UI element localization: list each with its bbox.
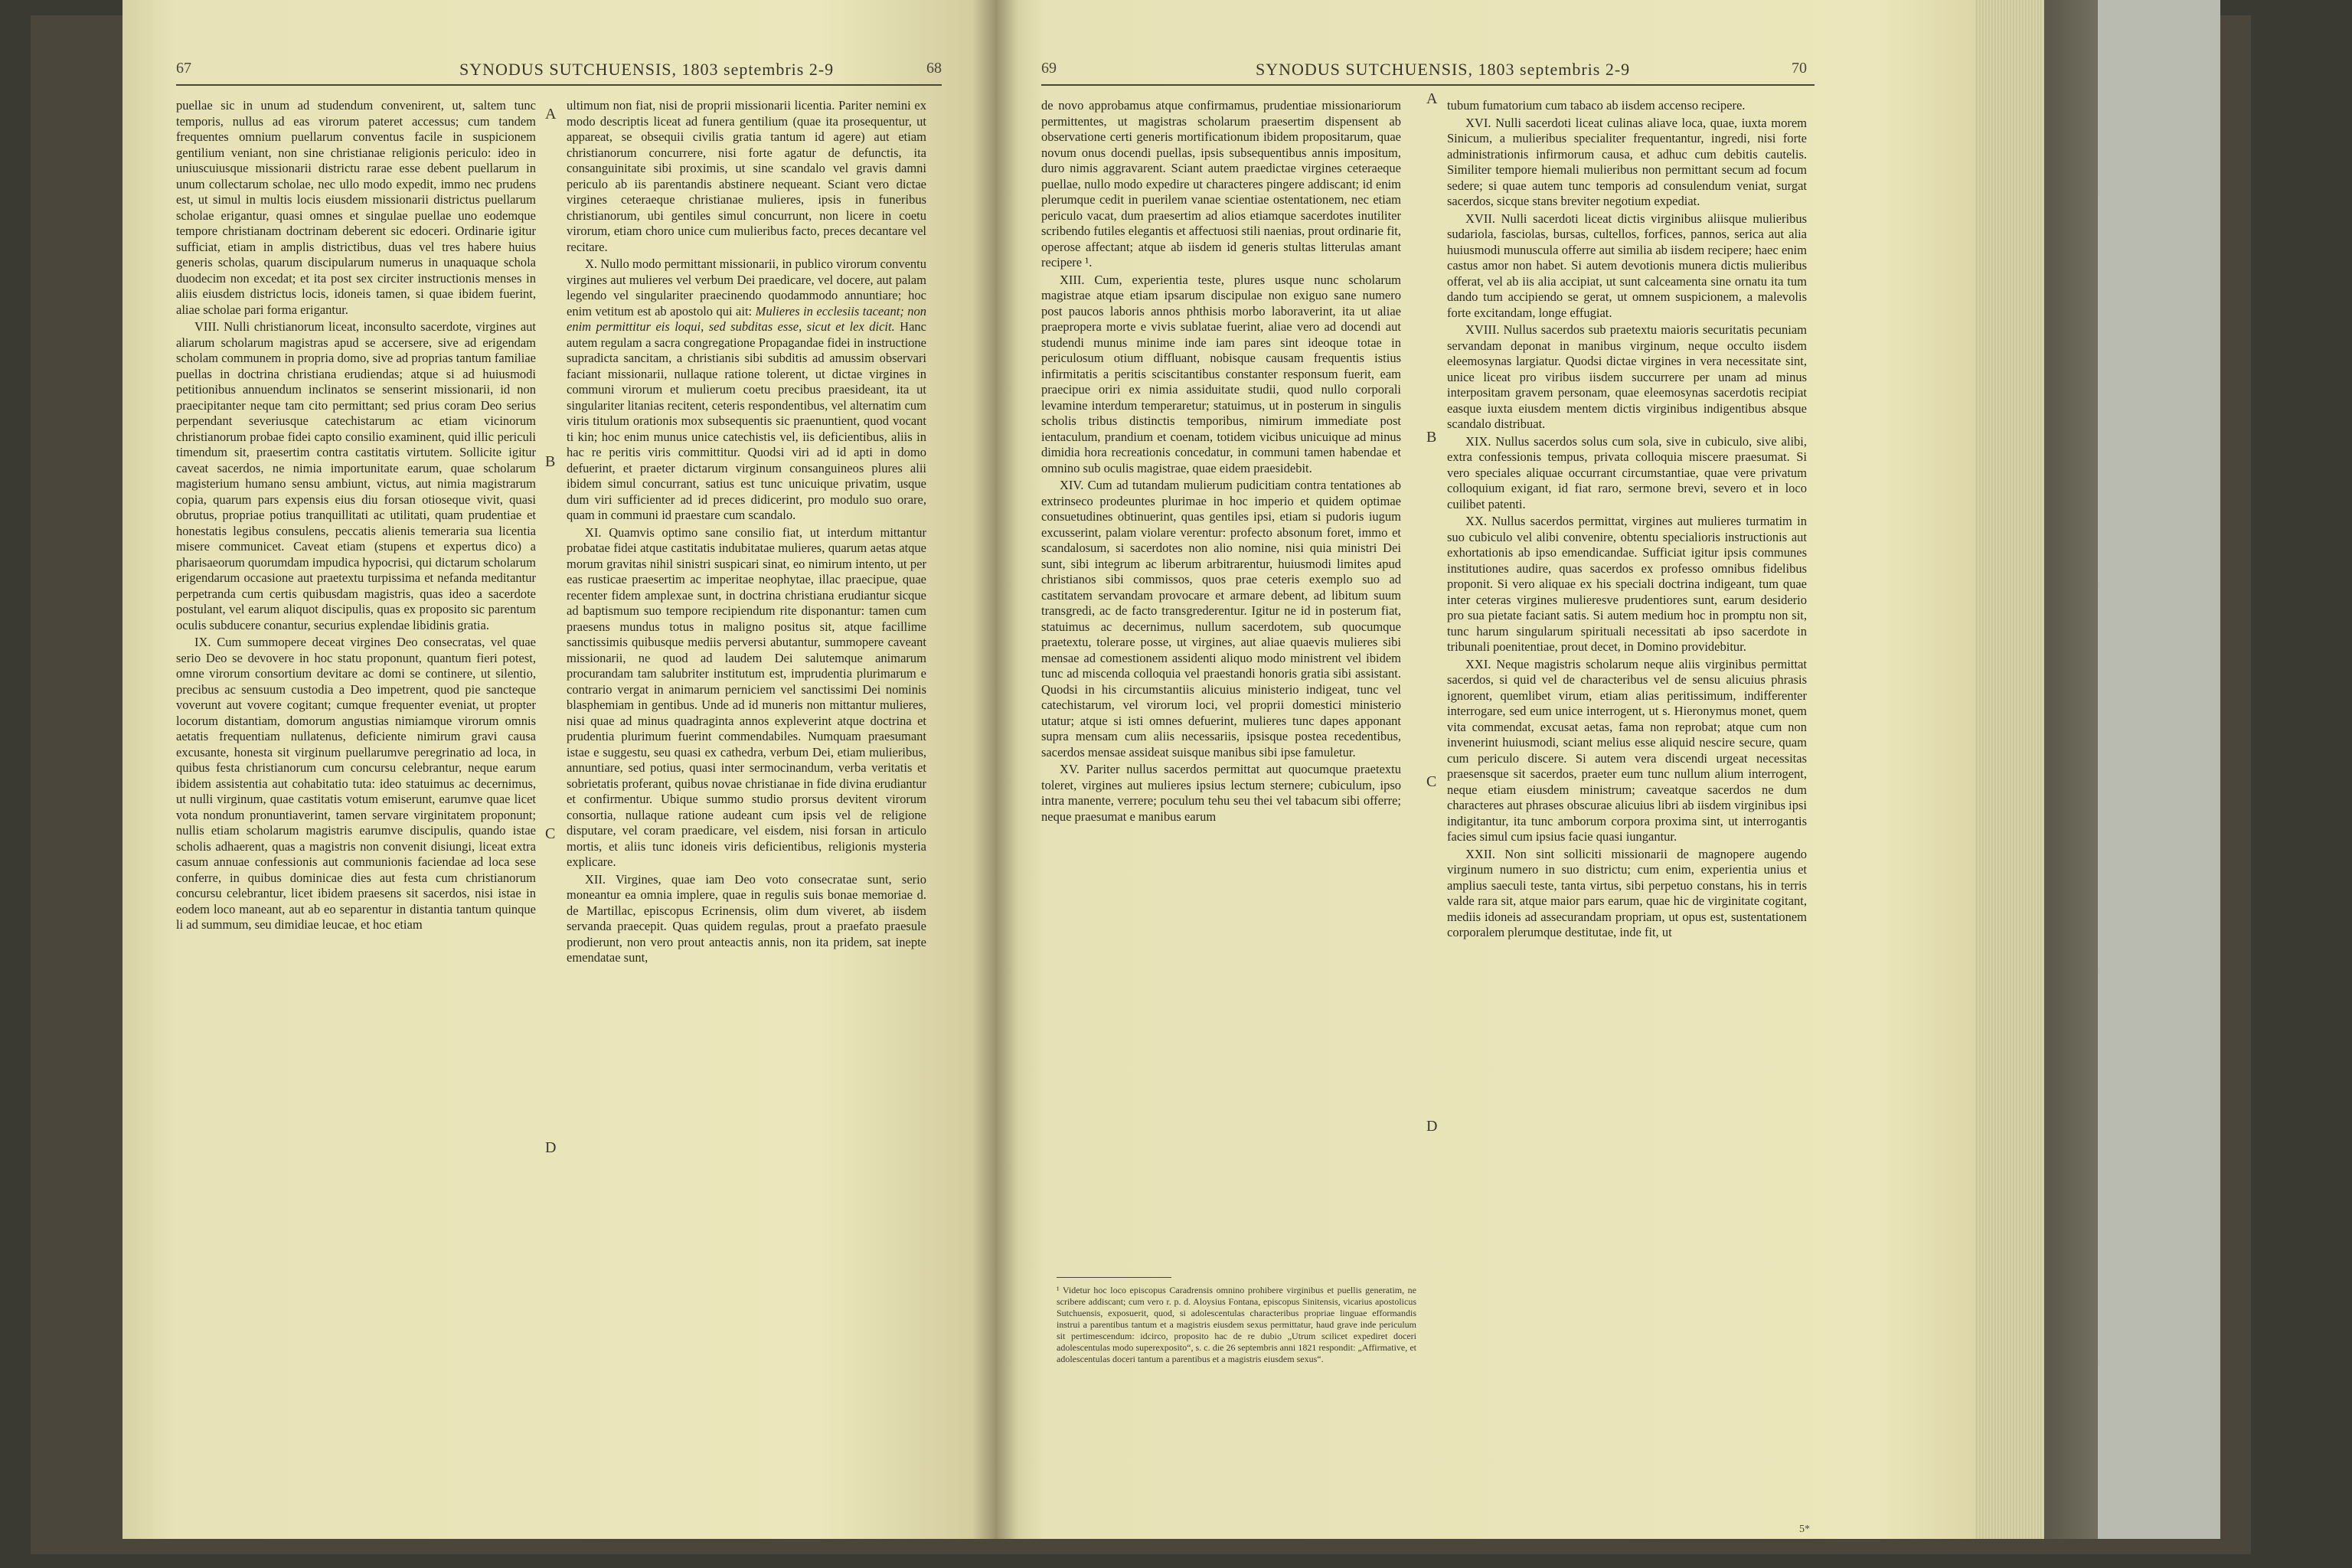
left-col1-paragraph-1: puellae sic in unum ad studendum convenirent, ut, saltem tunc temporis, nullus ad eas virorum pateret accessus; cum tandem frequentes omnium puellarum conventus facile in suspicionem gentilium veniant, non sine christianae religionis periculo: ideo in uniuscuiusque missionarii districtu rarae esse debent puellarum in unum collectarum scholae, nec ullo modo expedit, immo nec prudens est, ut simul in multis locis eiusdem missionarii districtus puellarum scholae erigantur, quasi omnes et singulae puellae uno eodemque tempore christianam doctrinam deberent sic edoceri. Ordinarie igitur sufficiat, etiam in amplis districtibus, duas vel tres habere huius generis scholas, quarum discipularum numerus in unaquaque schola duodecim non excedat; et ita post sex circiter instructionis menses in aliis eiusdem districtus locis, idoneis tamen, si quae ibidem fuerint, aliae scholae pari forma erigantur. (176, 98, 536, 317)
head-rule-right (1041, 84, 1815, 86)
page-number-67: 67 (176, 60, 191, 77)
left-col2-paragraph-1: ultimum non fiat, nisi de proprii missionarii licentia. Pariter nemini ex modo descriptis liceat ad funera gentilium (quae ita prosequentur, ut appareat, se obsequii civilis gratia tantum id agere) aut etiam christianorum concurrere, nisi forte agatur de defunctis, ita consanguinitate sibi proximis, ut sine scandalo vel gravis damni periculo ab iis parentandis abstinere nequeant. Sciant vero dictae virgines ceteraeque christianae mulieres, ipsis in funeribus christianorum, ubi gentiles simul concurrunt, non licere in coetu virorum, etiam choro unice cum mulieribus facto, preces decantare vel recitare. (567, 98, 926, 254)
left-col2-paragraph-4: XII. Virgines, quae iam Deo voto consecratae sunt, serio moneantur ea omnia implere, quae in regulis suis bonae memoriae d. de Martillac, episcopus Ecrinensis, olim dum viveret, ab iisdem servanda praecepit. Quas quidem regulas, prout a praefato praesule prodierunt, non vero prout anteactis annis, non ita pridem, sat inepte emendatae sunt, (567, 871, 926, 965)
head-rule-left (176, 84, 942, 86)
page-number-70: 70 (1792, 60, 1807, 77)
margin-letter-d-right: D (1426, 1118, 1438, 1135)
page-number-68: 68 (926, 60, 942, 77)
right-col2-paragraph-6: XX. Nullus sacerdos permittat, virgines aut mulieres turmatim in suo cubiculo vel alibi convenire, obtentu specialioris instructionis aut exhortationis ab ipso emendicandae. Sufficiat igitur ipsis communes institutiones audire, quas sacerdos ex professo omnibus fidelibus proponit. Si vero aliquae ex his speciali doctrina indigeant, tum quae inter ceteras virgines mulieresve prudentiores sunt, earum desiderio pro sua pietate faciant satis. Si autem medium hoc in promptu non sit, tunc harum singularum spirituali necessitati ab ipso sacerdote in tribunali poenitentiae, prout decet, in Domino providebitur. (1447, 514, 1807, 654)
margin-letter-c: C (545, 825, 556, 842)
running-head-left: SYNODUS SUTCHUENSIS, 1803 septembris 2-9 (459, 60, 835, 79)
right-col2-paragraph-2: XVI. Nulli sacerdoti liceat culinas aliave loca, quae, iuxta morem Sinicum, a mulieribus specialiter frequentantur, ingredi, nisi forte administrationis infirmorum causa, et adhuc cum debitis cautelis. Similiter tempore hiemali mulieribus non permittant secum ad focum sedere; si quae autem tunc temporis ad consulendum veniat, surgat sacerdos, sicque stans breviter negotium expediat. (1447, 115, 1807, 208)
left-col1-paragraph-2: VIII. Nulli christianorum liceat, inconsulto sacerdote, virgines aut aliarum scholarum magistras apud se accersere, sive ad erigendam scholam communem in propria domo, sive ad proprias tantum familiae puellas in doctrina christiana erudiendas; atque si ad huiusmodi petitionibus annuendum inclinatos se senserint missionarii, id non praecipitanter neque tam cito permittant; sed prius coram Deo serius perpendant severiusque catechistarum ac etiam vicinorum christianorum probae fidei capto consilio examinent, quid illic periculi timendum sit, praesertim contra castitatis virtutem. Sollicite igitur caveat sacerdos, ne nimia importunitate earum, quae scholarum magisterium humano sensu ambiunt, victus, aut nimia magistrarum copia, quarum pars expensis eius diu forsan otioseque vivit, quasi obrutus, propriae potius tranquillitati ac utilitati, quam prudentiae et honestatis legibus consulens, peccatis alienis temeraria sua licentia misere communicet. Caveat etiam (stupens et expertus dico) a pharisaeorum quorumdam impudica hypocrisi, qui dictarum scholarum erigendarum occasione aut praetextu turpissima et nefanda meditantur perpetranda cum certis quibusdam magistris, quas ideo a sacerdote postulant, vel earum aliquot discipulis, quas ex proposito sic parentum oculis subducere conantur, securius explendae libidinis gratia. (176, 319, 536, 632)
right-col1-paragraph-3: XIV. Cum ad tutandam mulierum pudicitiam contra tentationes ab extrinseco prodeuntes plurimae in hoc imperio et quidem optimae consuetudines obtinuerint, quas gentiles ipsi, etiam si pudoris iugum excusserint, palam violare verentur: profecto absonum foret, immo et scandalosum, si sacerdotes non alio nomine, nisi quia ministri Dei sunt, sibi integrum ac liberum arbitrarentur, huiusmodi limites apud christianos sibi commissos, quos prae ceteris exemplo suo ad castitatem servandam provocare et armare debent, ad libitum suum transgredi, ac de facto transgrederentur. Igitur ne id in posterum fiat, statuimus ac decernimus, nullum sacerdotem, sub quocumque praetextu, tolerare posse, ut virgines, aut aliae quaevis mulieres sibi mensae ad comestionem assidenti aliquo modo ministrent vel ibidem tunc ad miscenda colloquia vel praestandi honoris gratia sibi assistant. Quodsi in his circumstantiis alicuius ministerio indigeat, tunc vel catechistarum, vel virorum loci, vel proprii domestici ministerio utatur; atque si isti omnes defuerint, mulieres tunc dapes apponant supra mensam cum aliis necessariis, ipsisque postea recedentibus, sacerdos mensae assideat suisque manibus sibi ipse famuletur. (1041, 478, 1401, 760)
footnote: ¹ Videtur hoc loco episcopus Caradrensis omnino prohibere virginibus et puellis generatim, ne scribere addiscant; cum vero r. p. d. Aloysius Fontana, episcopus Sinitensis, vicarius apostolicus Sutchuensis, exposuerit, quod, si adolescentulas characteribus propriae linguae efformandis instrui a parentibus tantum et a magistris eiusdem sexus permittatur, haud grave inde periculum sit pertimescendum: idcirco, proposito hac de re dubio „Utrum scilicet expediret doceri adolescentulas modo superexposito“, s. c. die 26 septembris anni 1821 respondit: „Affirmative, et adolescentulas doceri tantum a parentibus et a magistris eiusdem sexus“. (1057, 1285, 1416, 1364)
italic-quote: Mulieres in ecclesiis taceant; non enim permittitur eis loqui, sed subditas esse, sicut et lex dicit. (567, 303, 926, 334)
right-col2-paragraph-8: XXII. Non sint solliciti missionarii de magnopere augendo virginum numero in suo districtu; cum enim, experientia unius et amplius saeculi teste, tanta virtus, sibi perpetuo constans, his in terris valde rara sit, atque maior pars earum, quae hic de virginitate cogitant, mediis idoneis ad assecurandam propriam, ut opus est, sustentationem corporalem plerumque destitutae, inde fit, ut (1447, 846, 1807, 939)
margin-letter-a-right: A (1426, 90, 1438, 107)
signature-mark: 5* (1799, 1524, 1810, 1535)
margin-letter-d: D (545, 1139, 557, 1156)
right-col2-paragraph-3: XVII. Nulli sacerdoti liceat dictis virginibus aliisque mulieribus sudariola, fasciolas, bursas, cultellos, forfices, pannos, serica aut alia huiusmodi munuscula offerre aut similia ab iisdem recipere; haec enim castus amor non habet. Si autem devotionis munera dictis mulieribus offerat, vel ab iis alia accipiat, ut sunt calceamenta sine ornatu ita tum dando tum accipiendo se gerat, ut omnem suspicionem, a malevolis forte excitandam, longe effugiat. (1447, 211, 1807, 320)
margin-letter-b-right: B (1426, 429, 1437, 446)
right-col2-paragraph-4: XVIII. Nullus sacerdos sub praetextu maioris securitatis pecuniam servandam deponat in manibus virginum, neque occulto iisdem eleemosynas largiatur. Quodsi dictae virgines in vera necessitate sint, unice liceat pro viribus iisdem succurrere per unam ad minus interpositam gravem personam, quae eleemosynas sacerdotis recipiat easque iuxta eiusdem mentem dictis virginibus indigentibus absque scandalo distribuat. (1447, 322, 1807, 431)
margin-letter-a: A (545, 106, 557, 122)
margin-letter-c-right: C (1426, 773, 1437, 790)
left-col2-paragraph-3: XI. Quamvis optimo sane consilio fiat, ut interdum mittantur probatae fidei atque castitatis indubitatae mulieres, quarum aetas atque morum gravitas nihil sinistri suspicari sinat, eo nimirum intento, ut per eas rusticae praesertim ac imperitae neophytae, illac praecipue, quae recenter fidem amplexae sunt, in doctrina christiana erudiantur sicque ad baptismum suo tempore recipiendum rite disponantur: tamen cum praesens mundus totus in maligno positus sit, atque facillime sanctissimis quibusque mediis perversi abutantur, summopere caveant missionarii, ne quod ad laudem Dei salutemque animarum procurandam tam salubriter institutum est, imprudentia plurimarum e contrario vergat in animarum perniciem vel sanctissimi Dei nominis blasphemiam in gentibus. Unde ad id muneris non mittantur mulieres, nisi quae ad minus quadraginta annos expleverint atque doctrina et prudentia plurimum fuerint commendabiles. Numquam praesumant istae e suggestu, seu quasi ex cathedra, verbum Dei, etiam mulieribus, annuntiare, sed potius, quasi inter sermocinandum, verba veritatis et sobrietatis proferant, quibus novae christianae in fide divina erudiantur et confirmentur. Ubique summo studio prorsus devitent virorum consortia, nullaque ratione audeant cum ipsis vel de religione disputare, vel coram praedicare, vel eisdem, nisi forsan in articulo mortis, et aliis tunc idoneis viris deficientibus, religionis mysteria explicare. (567, 524, 926, 869)
spine-gutter (972, 0, 1018, 1539)
left-col1-paragraph-3: IX. Cum summopere deceat virgines Deo consecratas, vel quae serio Deo se devovere in hoc statu proponunt, quantum fieri potest, omne virorum consortium devitare ac domi se continere, ut silentio, precibus ac sensuum custodia a Deo impetrent, quod pie sancteque voverunt aut vovere cogitant; cumque frequenter eveniat, ut propter locorum distantiam, domorum angustias nimiamque virorum omnis aetatis frequentiam nullatenus, deficiente nimirum gravi causa excusante, honesta sit virginum puellarumve peregrinatio ad loca, in quibus festa christianorum cum concursu celebrantur, neque earum ibidem assistentia aut cohabitatio tuta: ideo statuimus ac decernimus, ut nulli virginum, quae castitatis votum emiserunt, earumve quae licet vota nondum pronuntiaverint, tamen servare virginitatem proponunt; nullis etiam scholarum magistris earumve discipulis, quando istae scholis adhaerent, quas a magistris non convenit disiungi, liceat extra casum annuae confessionis aut communionis faciendae ad loca sese conferre, in quibus dominicae dies aut festa cum christianorum concursu celebrantur, licet ibidem praesens sit sacerdos, nisi istae in eodem loco maneant, aut ab eo separentur in distantia tantum quinque li ad summum, seu dimidiae leucae, et hoc etiam (176, 635, 536, 932)
right-col1-paragraph-4: XV. Pariter nullus sacerdos permittat aut quocumque praetextu toleret, virgines aut mulieres ipsius lectum sternere; cubiculum, ipso intra manente, verrere; poculum tehu seu thei vel tabacum sibi offerre; neque praesumat e manibus earum (1041, 762, 1401, 824)
right-col2-paragraph-5: XIX. Nullus sacerdos solus cum sola, sive in cubiculo, sive alibi, extra confessionis tempus, privata colloquia miscere praesumat. Si vero speciales aliquae occurrant circumstantiae, quae vere privatum colloquium exigant, id fiat raro, sermone brevi, severo et in loco cuilibet patenti. (1447, 433, 1807, 511)
left-page-column-2 (567, 98, 926, 1537)
left-col2-paragraph-2: X. Nullo modo permittant missionarii, in publico virorum conventu virgines aut mulieres vel verbum Dei praedicare, vel docere, aut palam legendo vel singulariter praecinendo quodammodo annuntiare; hoc enim vetitum est ab apostolo qui ait: Mulieres in ecclesiis taceant; non enim permittitur eis loqui, sed subditas esse, sicut et lex dicit. Hanc autem regulam a sacra congregatione Propagandae fidei in instructione supradicta sancitam, a christianis sibi subditis ad amussim observari faciant missionarii, nullaque ratione tolerent, ut dictae virgines in communi virorum et mulierum coetu precibus praesideant, ita ut singulariter litanias recitent, ceteris respondentibus, vel alternatim cum viris titulum orationis mox subsequentis sic praenuntient, quod vocant ti kin; hoc enim munus unice catechistis vel, iis deficientibus, aliis in hac re peritis viris committitur. Quodsi viri ad id apti in domo defuerint, et praeter dictarum virginum consanguineos plures alii ibidem simul concurrant, satius est tunc unicuique privatim, usque dum viri sufficienter ad id preces didicerint, pro modulo suo orare, quam in communi id praestare cum scandalo. (567, 256, 926, 522)
right-col2-paragraph-7: XXI. Neque magistris scholarum neque aliis virginibus permittat sacerdos, si quid vel de characteribus vel de sensu alicuius phrasis ignorent, quemlibet virum, etiam alias peritissimum, indifferenter interrogare, sed eum unice interrogent, ut s. Hieronymus monet, quem vita commendat, excusat aetas, fama non reprobat; atque cum non invenerint huiusmodi, sciant melius esse aliquid nescire secure, quam cum periculo discere. Si autem vera discendi urgeat necessitas praesensque sit sacerdos, praeter eum tunc nullum alium interrogent, neque etiam eiusdem ministrum; caveatque sacerdos ne dum characteres aut phrases obscurae alicuius libri ab iisdem virginibus ipsi indigitantur, ita tunc amborum corpora proxima sint, ut interrogantis facies simul cum ipsius facie quasi iungantur. (1447, 656, 1807, 844)
right-col2-paragraph-1: tubum fumatorium cum tabaco ab iisdem accenso recipere. (1447, 98, 1746, 113)
right-page (995, 0, 1975, 1539)
right-page-column-2 (1447, 98, 1807, 1522)
left-page (122, 0, 995, 1539)
running-head-right: SYNODUS SUTCHUENSIS, 1803 septembris 2-9 (1256, 60, 1631, 79)
background-surface (2098, 0, 2220, 1539)
left-page-column-1 (176, 98, 536, 1537)
right-col1-paragraph-2: XIII. Cum, experientia teste, plures usque nunc scholarum magistrae atque etiam ipsarum discipulae non exiguo sane numero post paucos laboris annos phthisis morbo laboraverint, ita ut aliae praepropera morte e vivis sublatae fuerint, aliae vero ad docendi aut studendi munus minime inde iam pares sint ideoque totae in periculosum otium diffluant, nobisque causam frequentis istius infirmitatis a peritis sciscitantibus constanter responsum fuerit, eam praecipue oriri ex nimia assiduitate studii, quod nullo corporali levamine interdum temperaretur; statuimus, ut in posterum in singulis scholis tribus distinctis temporibus, nimirum immediate post ientaculum, prandium et coenam, totidem vicibus unicuique ad minus dimidia hora recreationis concedatur, in communi tamen habendae et omnino sub oculis magistrae, quae eidem praesidebit. (1041, 272, 1401, 475)
footnote-rule (1057, 1277, 1171, 1278)
page-edges (1975, 0, 2044, 1539)
page-number-69: 69 (1041, 60, 1057, 77)
right-page-column-1 (1041, 98, 1401, 1269)
right-col1-paragraph-1: de novo approbamus atque confirmamus, prudentiae missionariorum permittentes, ut magistras scholarum praesertim dispensent ab observatione certi generis mortificationum ibidem propositarum, quae novum onus docendi puellas, ipsis subsequentibus annis impositum, duro nimis aggravarent. Sciant autem praedictae virgines ceteraeque puellae, nullo modo expedire ut characteres pingere addiscant; id enim plerumque cedit in puerilem vanae scientiae ostentationem, nec etiam periculo vacat, dum praesertim ad alios etiamque sacerdotes inutiliter scribendo futiles elegantis et affectuosi stili naenias, prout ordinarie fit, operose affectant; atque ab iisdem id generis stultas litterulas amant recipere ¹. (1041, 98, 1401, 270)
margin-letter-b: B (545, 453, 556, 470)
